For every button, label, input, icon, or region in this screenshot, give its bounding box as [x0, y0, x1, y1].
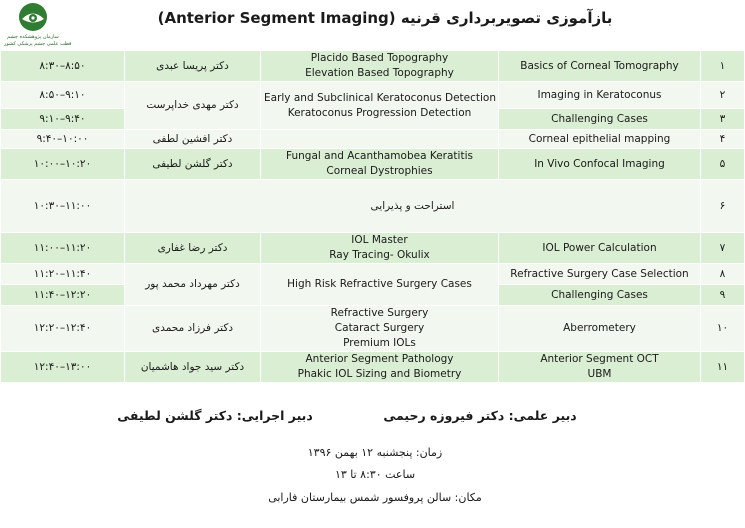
time-cell: ۱۰:۰۰–۱۰:۲۰ — [1, 149, 125, 180]
topic-cell: Aberrometery — [499, 306, 701, 352]
table-row — [1, 233, 745, 264]
topic-cell: Basics of Corneal Tomography — [499, 51, 701, 82]
subtopic-cell — [261, 51, 499, 82]
time-cell: ۸:۵۰–۹:۱۰ — [1, 82, 125, 109]
time-cell: ۱۱:۲۰–۱۱:۴۰ — [1, 264, 125, 285]
table-row — [1, 352, 745, 383]
subtopic-line: Cataract Surgery — [334, 322, 425, 334]
topic-cell: In Vivo Confocal Imaging — [499, 149, 701, 180]
subtopic-line: Placido Based Topography — [310, 52, 449, 64]
subtopic-cell — [261, 82, 499, 130]
subtopic-line: Premium IOLs — [343, 337, 416, 349]
row-number: ۴ — [701, 130, 745, 149]
scientific-secretary: دبیر علمی: دکتر فیروزه رحیمی — [383, 408, 577, 423]
time-cell: ۱۰:۳۰–۱۱:۰۰ — [1, 180, 125, 233]
time-cell: ۹:۴۰–۱۰:۰۰ — [1, 130, 125, 149]
speaker-cell: دکتر فرزاد محمدی — [125, 306, 261, 352]
subtopic-line: Refractive Surgery — [330, 307, 429, 319]
table-row — [1, 82, 745, 109]
table-row — [1, 180, 745, 233]
row-number: ۹ — [701, 285, 745, 306]
row-number: ۵ — [701, 149, 745, 180]
event-date: زمان: پنجشنبه ۱۲ بهمن ۱۳۹۶ — [307, 446, 443, 459]
subtopic-line: Anterior Segment Pathology — [305, 353, 454, 365]
time-cell: ۱۱:۰۰–۱۱:۲۰ — [1, 233, 125, 264]
table-row — [1, 51, 745, 82]
subtopic-cell — [261, 233, 499, 264]
subtopic-line: Corneal Dystrophies — [326, 165, 433, 177]
topic-line: UBM — [587, 368, 612, 380]
subtopic-cell — [261, 306, 499, 352]
row-number: ۸ — [701, 264, 745, 285]
time-cell: ۱۲:۲۰–۱۲:۴۰ — [1, 306, 125, 352]
subtopic-cell: High Risk Refractive Surgery Cases — [261, 264, 499, 306]
row-number: ۱ — [701, 51, 745, 82]
topic-line: Anterior Segment OCT — [540, 353, 659, 365]
schedule-table — [0, 50, 745, 383]
event-place: مکان: سالن پروفسور شمس بیمارستان فارابی — [268, 491, 482, 504]
subtopic-line: Early and Subclinical Keratoconus Detection — [264, 91, 497, 104]
table-row — [1, 130, 745, 149]
row-number: ۱۱ — [701, 352, 745, 383]
row-number: ۱۰ — [701, 306, 745, 352]
logo-caption-1: سازمان پژوهشکده چشم — [7, 34, 59, 40]
subtopic-line: IOL Master — [351, 234, 408, 246]
speaker-cell: دکتر سید جواد هاشمیان — [125, 352, 261, 383]
subtopic-line: Fungal and Acanthamobea Keratitis — [286, 150, 473, 162]
time-cell: ۸:۳۰–۸:۵۰ — [1, 51, 125, 82]
subtopic-line: Phakic IOL Sizing and Biometry — [297, 368, 462, 380]
topic-cell: Challenging Cases — [499, 285, 701, 306]
logo-caption-2: قطب علمی چشم پزشکی کشور — [4, 41, 72, 47]
topic-cell: Imaging in Keratoconus — [499, 82, 701, 109]
speaker-cell: دکتر افشین لطفی — [125, 130, 261, 149]
row-number: ۲ — [701, 82, 745, 109]
speaker-cell: دکتر رضا غفاری — [125, 233, 261, 264]
speaker-cell: دکتر مهرداد محمد پور — [125, 264, 261, 306]
topic-cell: Refractive Surgery Case Selection — [499, 264, 701, 285]
topic-cell: Corneal epithelial mapping — [499, 130, 701, 149]
subtopic-cell — [261, 352, 499, 383]
table-row — [1, 149, 745, 180]
speaker-cell: دکتر پریسا عبدی — [125, 51, 261, 82]
subtopic-cell — [261, 130, 499, 149]
executive-secretary: دبیر اجرایی: دکتر گلشن لطیفی — [117, 408, 313, 423]
time-cell: ۱۱:۴۰–۱۲:۲۰ — [1, 285, 125, 306]
time-cell: ۱۲:۴۰–۱۳:۰۰ — [1, 352, 125, 383]
time-cell: ۹:۱۰–۹:۴۰ — [1, 109, 125, 130]
subtopic-line: Ray Tracing- Okulix — [329, 249, 430, 261]
row-number: ۷ — [701, 233, 745, 264]
topic-cell — [499, 352, 701, 383]
speaker-cell: دکتر مهدی خداپرست — [125, 82, 261, 130]
page-title: بازآموزی تصویربرداری قرنیه (Anterior Segment Imaging) — [157, 9, 613, 27]
row-number: ۶ — [701, 180, 745, 233]
speaker-cell: دکتر گلشن لطیفی — [125, 149, 261, 180]
subtopic-line: Elevation Based Topography — [305, 67, 454, 79]
institute-logo — [4, 2, 72, 48]
subtopic-cell — [261, 149, 499, 180]
event-hours: ساعت ۸:۳۰ تا ۱۳ — [334, 468, 416, 481]
table-row — [1, 264, 745, 285]
row-number: ۳ — [701, 109, 745, 130]
topic-cell: Challenging Cases — [499, 109, 701, 130]
table-row — [1, 306, 745, 352]
break-cell: استراحت و پذیرایی — [125, 180, 701, 233]
subtopic-line: Keratoconus Progression Detection — [287, 106, 472, 119]
topic-cell: IOL Power Calculation — [499, 233, 701, 264]
eye-logo-icon — [18, 2, 48, 32]
